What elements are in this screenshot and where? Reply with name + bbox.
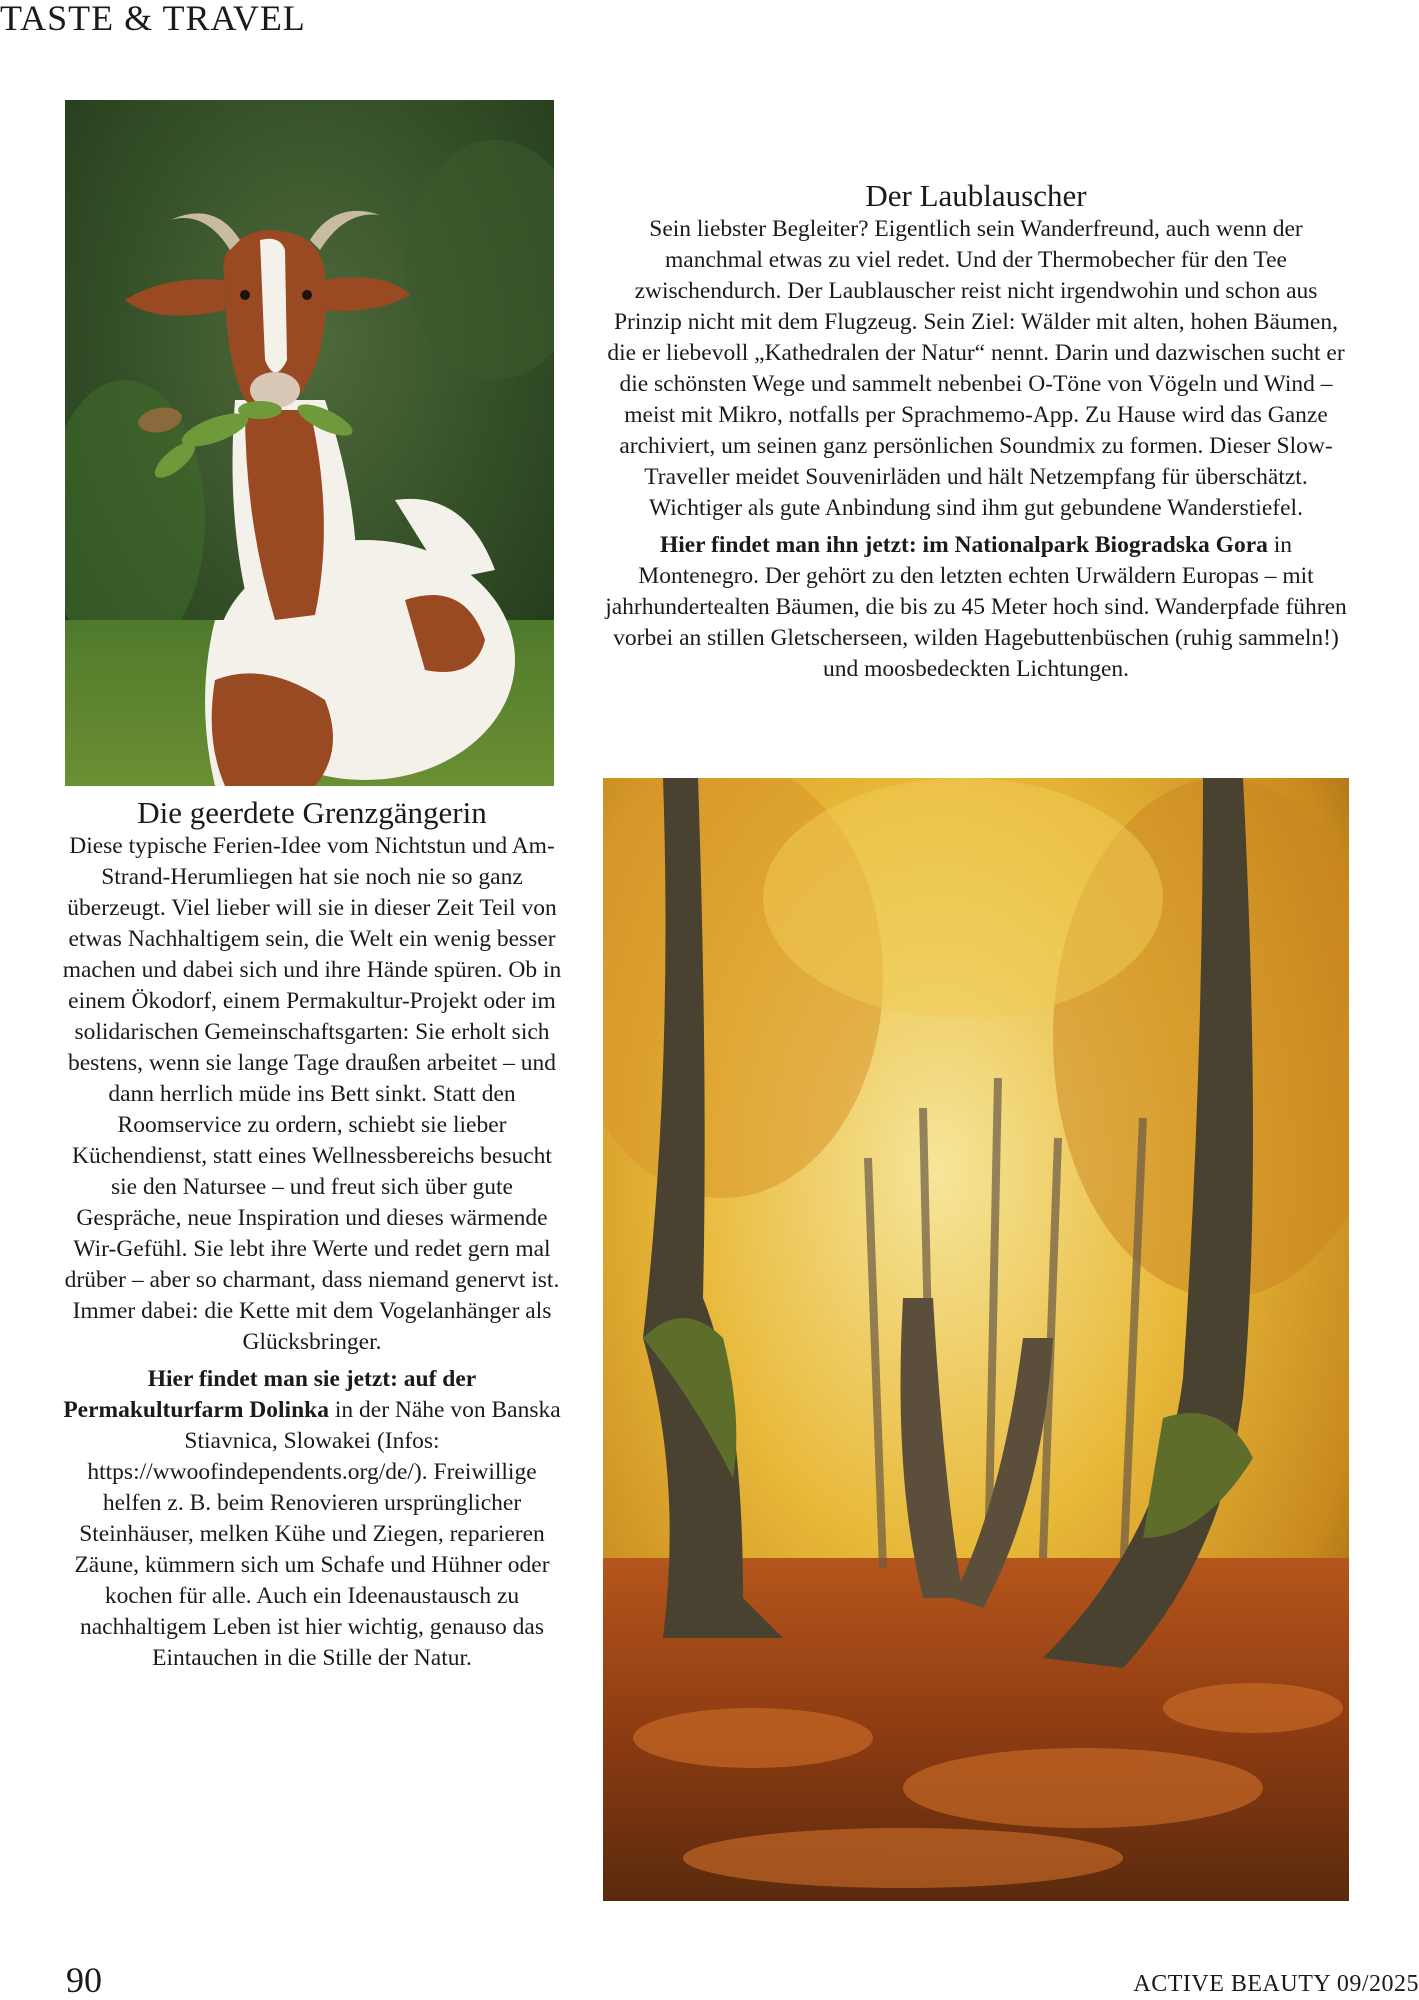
article-body: Sein liebster Begleiter? Eigentlich sein Wanderfreund, auch wenn der manchmal etwas zu viel redet. Und der Thermobecher für den Tee zwischendurch. Der Laublauscher reist nicht irgendwohin und schon aus Prinzip nicht mit dem Flugzeug. Sein Ziel: Wälder mit alten, hohen Bäumen, die er liebevoll „Kathedralen der Natur“ nennt. Darin und dazwischen sucht er die schönsten Wege und sammelt nebenbei O-Töne von Vögeln und Wind – meist mit Mikro, notfalls per Sprachmemo-App. Zu Hause wird das Ganze archiviert, um seinen ganz persönlichen Soundmix zu formen. Dieser Slow-Traveller meidet Souvenirläden und hält Netzempfang für überschätzt. Wichtiger als gute Anbindung sind ihm gut gebundene Wanderstiefel. [607, 216, 1345, 521]
goat-illustration [65, 100, 554, 786]
article-heading: Die geerdete Grenzgängerin [137, 795, 487, 830]
location-bold: Hier findet man sie jetzt: auf der Permakulturfarm Dolinka [63, 1366, 477, 1423]
goat-photo [65, 100, 554, 786]
article-location [62, 1364, 562, 1674]
article-location [603, 530, 1349, 685]
article-grenzgaengerin [62, 795, 562, 1674]
page-number: 90 [66, 1960, 102, 2000]
article-body: Diese typische Ferien-Idee vom Nichtstun und Am-Strand-Herumliegen hat sie noch nie so ganz überzeugt. Viel lieber will sie in dieser Zeit Teil von etwas Nachhaltigem sein, die Welt ein wenig besser machen und dabei sich und ihre Hände spüren. Ob in einem Ökodorf, einem Permakultur-Projekt oder im solidarischen Gemeinschaftsgarten: Sie erholt sich bestens, wenn sie lange Tage draußen arbeitet – und dann herrlich müde ins Bett sinkt. Statt den Roomservice zu ordern, schiebt sie lieber Küchendienst, statt eines Wellnessbereichs besucht sie den Natursee – und freut sich über gute Gespräche, neue Inspiration und dieses wärmende Wir-Gefühl. Sie lebt ihre Werte und redet gern mal drüber – aber so charmant, dass niemand genervt ist. Immer dabei: die Kette mit dem Vogelanhänger als Glücksbringer. [62, 833, 562, 1355]
forest-illustration [603, 778, 1349, 1901]
forest-photo [603, 778, 1349, 1901]
article-heading: Der Laublauscher [865, 178, 1087, 213]
location-text: in Montenegro. Der gehört zu den letzten echten Urwäldern Europas – mit jahrhundertealten Bäumen, die bis zu 45 Meter hoch sind. Wanderpfade führen vorbei an stillen Gletscherseen, wilden Hagebuttenbüschen (ruhig sammeln!) und moosbedeckten Lichtungen. [605, 532, 1347, 682]
article-laublauscher [603, 178, 1349, 685]
magazine-issue: ACTIVE BEAUTY 09/2025 [1133, 1971, 1419, 1997]
section-title: TASTE & TRAVEL [0, 0, 306, 38]
location-bold: Hier findet man ihn jetzt: im Nationalpark Biogradska Gora [659, 532, 1268, 558]
location-text: in der Nähe von Banska Stiavnica, Slowakei (Infos: https://wwoofindependents.org/de/). Freiwillige helfen z. B. beim Renovieren ursprünglicher Steinhäuser, melken Kühe und Ziegen, reparieren Zäune, kümmern sich um Schafe und Hühner oder kochen für alle. Auch ein Ideenaustausch zu nachhaltigem Leben ist hier wichtig, genauso das Eintauchen in die Stille der Natur. [74, 1397, 561, 1671]
